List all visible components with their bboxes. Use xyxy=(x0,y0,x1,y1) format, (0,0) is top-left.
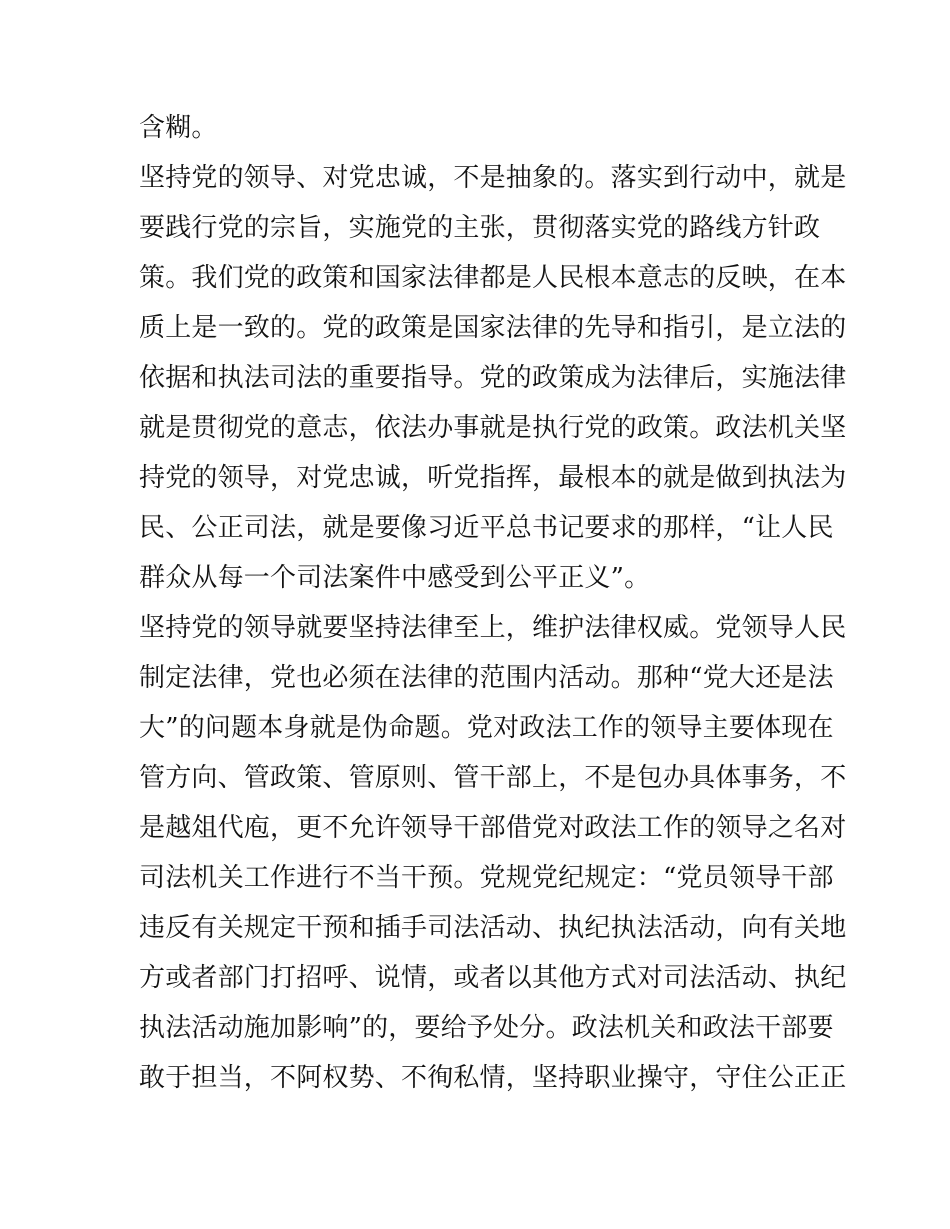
text-line: 敢于担当，不阿权势、不徇私情，坚持职业操守，守住公正正 xyxy=(139,1063,847,1093)
text-line: 管方向、管政策、管原则、管干部上，不是包办具体事务，不 xyxy=(139,763,847,793)
text-line: 民、公正司法，就是要像习近平总书记要求的那样，“让人民 xyxy=(139,513,834,543)
text-line: 违反有关规定干预和插手司法活动、执纪执法活动，向有关地 xyxy=(139,913,847,943)
text-line: 是越俎代庖，更不允许领导干部借党对政法工作的领导之名对 xyxy=(139,813,847,843)
text-line: 大”的问题本身就是伪命题。党对政法工作的领导主要体现在 xyxy=(139,713,834,743)
text-line: 坚持党的领导、对党忠诚，不是抽象的。落实到行动中，就是 xyxy=(139,163,847,193)
text-line: 群众从每一个司法案件中感受到公平正义”。 xyxy=(139,563,651,593)
text-line: 执法活动施加影响”的，要给予处分。政法机关和政法干部要 xyxy=(139,1013,834,1043)
text-line: 策。我们党的政策和国家法律都是人民根本意志的反映，在本 xyxy=(139,263,847,293)
text-line: 依据和执法司法的重要指导。党的政策成为法律后，实施法律 xyxy=(139,363,847,393)
text-line: 要践行党的宗旨，实施党的主张，贯彻落实党的路线方针政 xyxy=(139,213,821,243)
body-text xyxy=(139,107,847,1107)
text-line: 制定法律，党也必须在法律的范围内活动。那种“党大还是法 xyxy=(139,663,834,693)
text-line: 司法机关工作进行不当干预。党规党纪规定：“党员领导干部 xyxy=(139,863,834,893)
text-line: 就是贯彻党的意志，依法办事就是执行党的政策。政法机关坚 xyxy=(139,413,847,443)
text-line: 质上是一致的。党的政策是国家法律的先导和指引，是立法的 xyxy=(139,313,847,343)
text-line: 坚持党的领导就要坚持法律至上，维护法律权威。党领导人民 xyxy=(139,613,847,643)
text-line: 持党的领导，对党忠诚，听党指挥，最根本的就是做到执法为 xyxy=(139,463,847,493)
text-line: 方或者部门打招呼、说情，或者以其他方式对司法活动、执纪 xyxy=(139,963,847,993)
text-line: 含糊。 xyxy=(139,113,218,143)
